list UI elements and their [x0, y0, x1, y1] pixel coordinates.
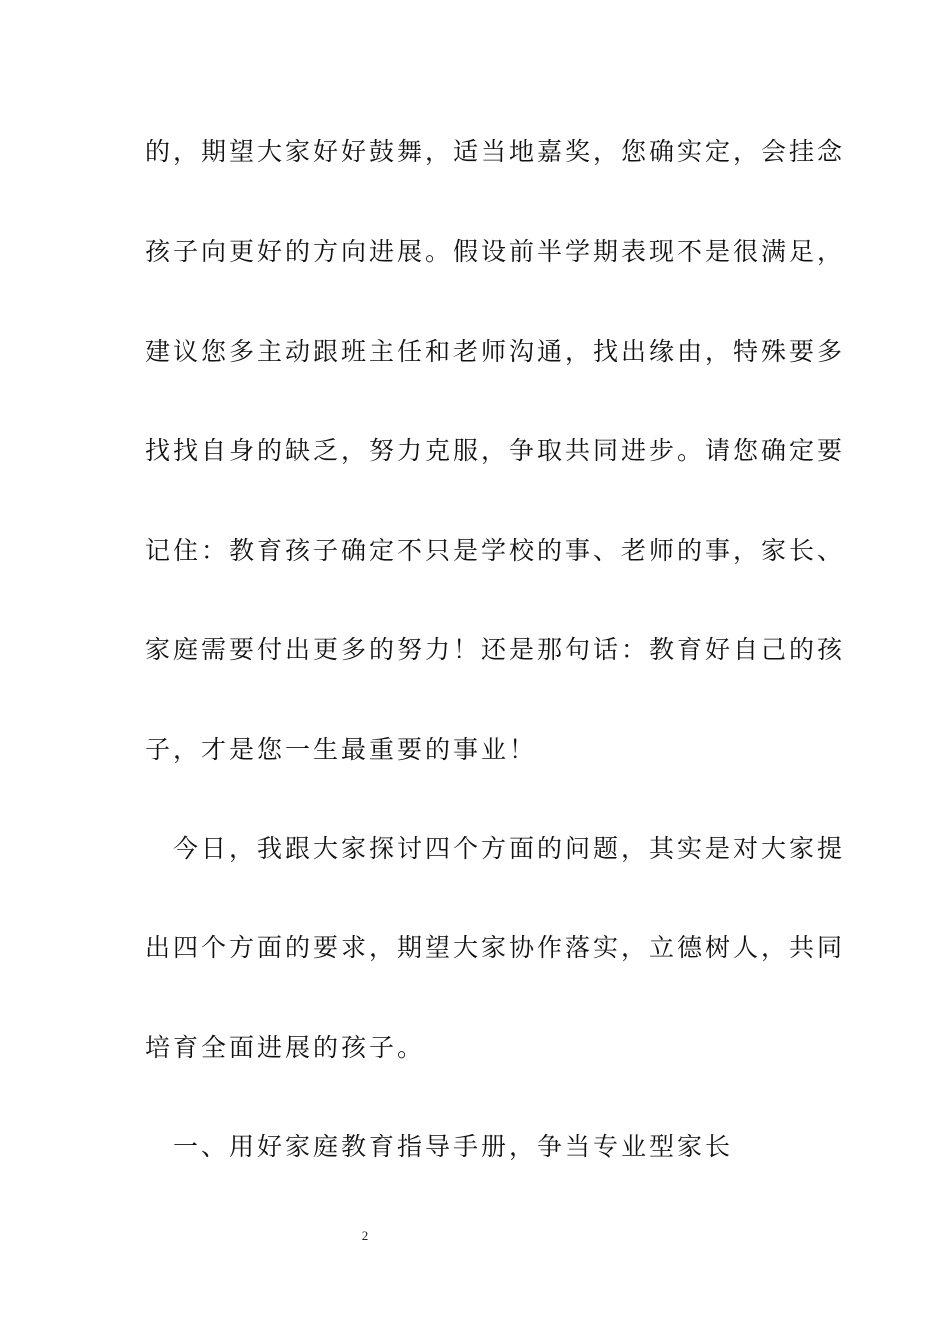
body-text-line: 建议您多主动跟班主任和老师沟通，找出缘由，特殊要多 — [145, 337, 846, 366]
body-text-line: 的，期望大家好好鼓舞，适当地嘉奖，您确实定，会挂念 — [145, 137, 846, 166]
body-text-line: 家庭需要付出更多的努力！还是那句话：教育好自己的孩 — [145, 635, 846, 664]
body-text-line: 出四个方面的要求，期望大家协作落实，立德树人，共同 — [145, 933, 846, 962]
section-heading: 一、用好家庭教育指导手册，争当专业型家长 — [145, 1132, 734, 1161]
page-number: 2 — [361, 1228, 369, 1243]
body-text-line: 今日，我跟大家探讨四个方面的问题，其实是对大家提 — [145, 834, 846, 863]
body-text-line: 找找自身的缺乏，努力克服，争取共同进步。请您确定要 — [145, 436, 846, 465]
body-text-line: 子，才是您一生最重要的事业！ — [145, 735, 538, 764]
body-text-line: 培育全面进展的孩子。 — [145, 1033, 426, 1062]
body-text-line: 孩子向更好的方向进展。假设前半学期表现不是很满足， — [145, 237, 846, 266]
body-text-line: 记住：教育孩子确定不只是学校的事、老师的事，家长、 — [145, 536, 846, 565]
